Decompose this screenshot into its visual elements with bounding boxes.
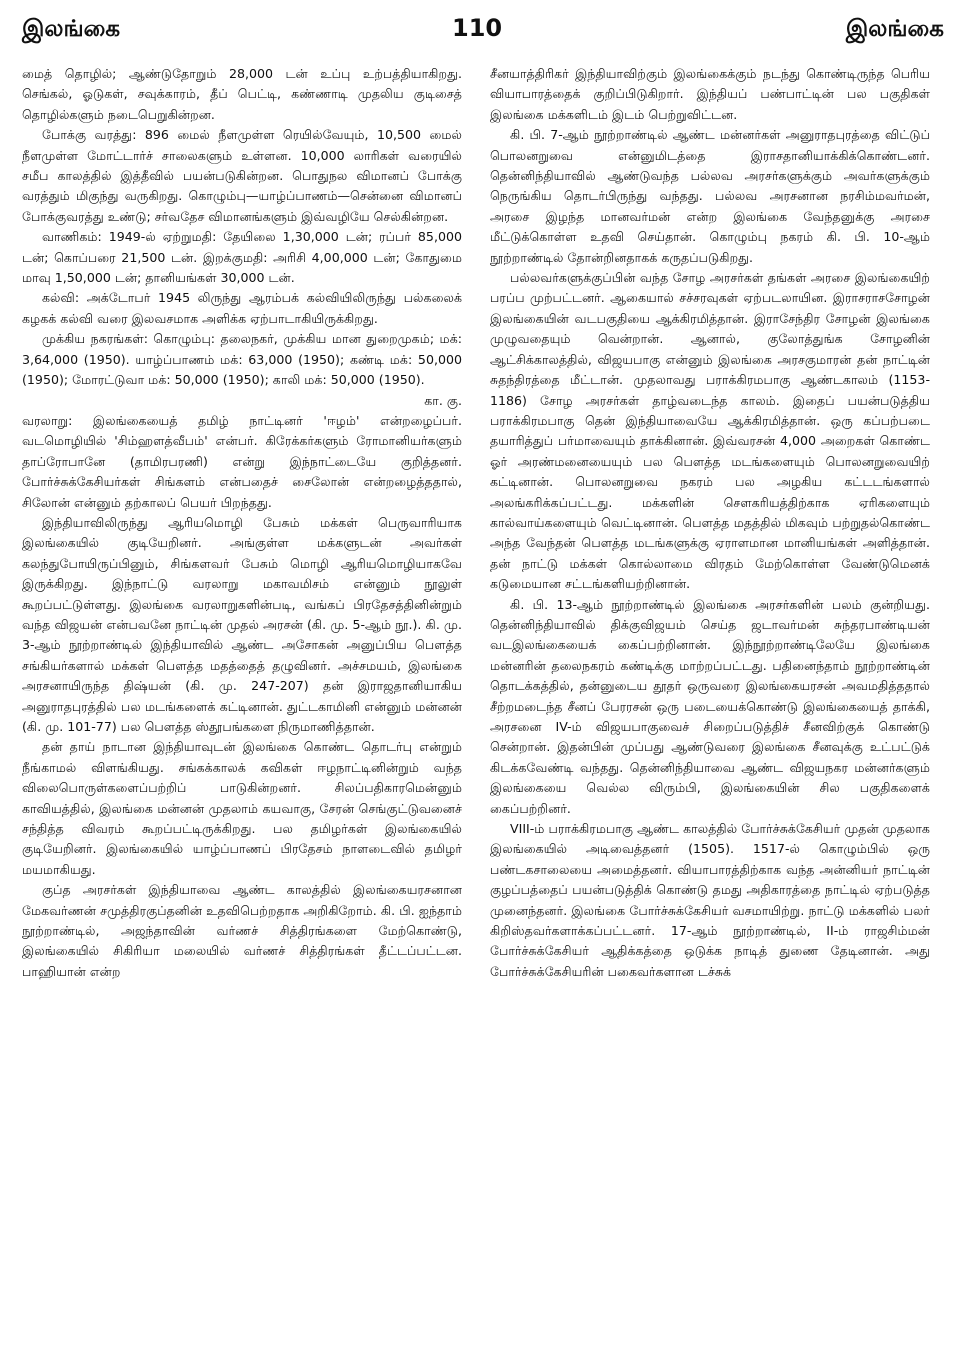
page-header — [0, 0, 964, 52]
paragraph: போக்கு வரத்து: 896 மைல் நீளமுள்ள ரெயில்வேயும், 10,500 மைல் நீளமுள்ள மோட்டார்ச் சாலைகளும் உள்ளன. 10,000 லாரிகள் வரையில் சமீப காலத்தில் இத்தீவில் பயன்படுகின்றன. பொதுநல விமானப் போக்கு வரத்தும் மிகுந்து வருகிறது. கொழும்பு—யாழ்ப்பாணம்—சென்னை விமானப் போக்குவரத்து உண்டு; சர்வதேச விமானங்களும் இவ்வழியே செல்கின்றன. — [22, 127, 462, 224]
paragraph: சீனயாத்திரிகர் இந்தியாவிற்கும் இலங்கைக்கும் நடந்து கொண்டிருந்த பெரிய வியாபாரத்தைக் குறிப்பிடுகிறார். இந்தியப் பண்பாட்டின் பல பகுதிகள் இலங்கை மக்களிடம் இடம் பெற்றுவிட்டன. — [490, 66, 930, 122]
paragraph: வாணிகம்: 1949-ல் ஏற்றுமதி: தேயிலை 1,30,000 டன்; ரப்பர் 85,000 டன்; கொப்பரை 21,500 டன். இறக்குமதி: அரிசி 4,00,000 டன்; கோதுமை மாவு 1,50,000 டன்; தானியங்கள் 30,000 டன். — [22, 229, 462, 286]
paragraph: VIII-ம் பராக்கிரமபாகு ஆண்ட காலத்தில் போர்ச்சுக்கேசியர் முதன் முதலாக இலங்கையில் அடிவைத்தனர் (1505). 1517-ல் கொழும்பில் ஒரு பண்டகசாலையை அமைத்தனர். வியாபாரத்திற்காக வந்த அன்னியர் நாட்டின் குழப்பத்தைப் பயன்படுத்திக் கொண்டு தமது அதிகாரத்தை நாட்டில் ஏற்படுத்த முனைந்தனர். இலங்கை போர்ச்சுக்கேசியர் வசமாயிற்று. நாட்டு மக்களில் பலர் கிறிஸ்தவர்களாக்கப்பட்டனர். 17-ஆம் நூற்றாண்டில், II-ம் ராஜசிம்மன் போர்ச்சுக்கேசியர் ஆதிக்கத்தை ஒடுக்க நாடித் துணை தேடினான். அது போர்ச்சுக்கேசியரின் பகைவர்களான டச்சுக் — [490, 821, 930, 979]
right-column — [490, 64, 930, 1354]
paragraph: முக்கிய நகரங்கள்: கொழும்பு: தலைநகர், முக்கிய மான துறைமுகம்; மக்: 3,64,000 (1950). யாழ்ப்பாணம் மக்: 63,000 (1950); கண்டி மக்: 50,000 (1950); மோரட்டுவா மக்: 50,000 (1950); காலி மக்: 50,000 (1950). — [22, 331, 462, 388]
paragraph: பல்லவர்களுக்குப்பின் வந்த சோழ அரசர்கள் தங்கள் அரசை இலங்கையிற் பரப்ப முற்பட்டனர். ஆகையால் சச்சரவுகள் ஏற்படலாயின. இராசராசசோழன் இலங்கையின் வடபகுதியை ஆக்கிரமித்தான். இராசேந்திர சோழன் இலங்கை முழுவதையும் வென்றான். ஆனால், குலோத்துங்க சோழனின் ஆட்சிக்காலத்தில், விஜயபாகு என்னும் இலங்கை அரசகுமாரன் தன் நாட்டின் சுதந்திரத்தை மீட்டான். முதலாவது பராக்கிரமபாகு ஆண்டகாலம் (1153-1186) சோழ அரசர்கள் தாழ்வடைந்த காலம். இதைப் பயன்படுத்திய பராக்கிரமபாகு தென் இந்தியாவையே ஆக்கிரமித்தான். ஒரு கப்பற்படை தயாரித்துப் பர்மாவையும் தாக்கினான். இவ்வரசன் 4,000 அறைகள் கொண்ட ஓர் அரண்மனையையும் பல பௌத்த மடங்களையும் பொலனறுவையிற் கட்டினான். பொலனறுவை நகரம் பல அழகிய கட்டடங்களால் அலங்கரிக்கப்பட்டது. மக்களின் சௌகரியத்திற்காக ஏரிகளையும் கால்வாய்களையும் வெட்டினான். பௌத்த மதத்தில் மிகவும் பற்றுதல்கொண்ட அந்த வேந்தன் பௌத்த மடங்களுக்கு ஏராளமான மானியங்கள் அளித்தான். தன் நாட்டு மக்கள் கொல்லாமை விரதம் மேற்கொள்ள வேண்டுமெனக் கடுமையான சட்டங்களியற்றினான். — [490, 270, 930, 592]
author-initials: கா. கு. — [424, 392, 462, 408]
paragraph: கல்வி: அக்டோபர் 1945 லிருந்து ஆரம்பக் கல்வியிலிருந்து பல்கலைக் கழகக் கல்வி வரை இலவசமாக அளிக்க ஏற்பாடாகியிருக்கிறது. — [22, 290, 462, 326]
page-number: 110 — [452, 14, 503, 42]
running-head-left: இலங்கை — [22, 16, 121, 42]
left-column — [22, 64, 462, 1354]
paragraph: வரலாறு: இலங்கையைத் தமிழ் நாட்டினர் 'ஈழம்' என்றழைப்பர். வடமொழியில் 'சிம்ஹளத்வீபம்' என்பர். கிரேக்கர்களும் ரோமானியர்களும் தாப்ரோபானே (தாமிரபரணி) என்று இந்நாட்டையே குறித்தனர். போர்ச்சுக்கேசியர்கள் சிங்களம் என்பதைச் சைலோன் என்றழைத்ததால், சிலோன் என்னும் தற்காலப் பெயர் பிறந்தது. — [22, 412, 462, 510]
paragraph: தன் தாய் நாடான இந்தியாவுடன் இலங்கை கொண்ட தொடர்பு என்றும் நீங்காமல் விளங்கியது. சங்கக்காலக் கவிகள் ஈழநாட்டினின்றும் வந்த விலைபொருள்களைப்பற்றிப் பாடுகின்றனர். சிலப்பதிகாரமென்னும் காவியத்தில், இலங்கை மன்னன் முதலாம் கயவாகு, சேரன் செங்குட்டுவனைச் சந்தித்த விவரம் கூறப்பட்டிருக்கிறது. பல தமிழர்கள் இலங்கையில் குடியேறினர். இலங்கையில் யாழ்ப்பாணப் பிரதேசம் நாளடைவில் தமிழர் மயமாகியது. — [22, 739, 462, 877]
running-head-right: இலங்கை — [845, 16, 944, 42]
paragraph: கி. பி. 13-ஆம் நூற்றாண்டில் இலங்கை அரசர்களின் பலம் குன்றியது. தென்னிந்தியாவில் திக்குவிஜயம் செய்த ஜடாவர்மன் சுந்தரபாண்டியன் வடஇலங்கையைக் கைப்பற்றினான். இந்நூற்றாண்டிலேயே இலங்கை மன்னரின் தலைநகரம் கண்டிக்கு மாற்றப்பட்டது. பதினைந்தாம் நூற்றாண்டின் தொடக்கத்தில், தன்னுடைய தூதர் ஒருவரை இலங்கையரசன் அவமதித்ததால் சீற்றமடைந்த சீனப் பேரரசன் ஒரு படையைக்கொண்டு இலங்கையைத் தாக்கி, அரசனை IV-ம் விஜயபாகுவைச் சிறைப்படுத்திச் சீனவிற்குக் கொண்டு சென்றான். இதன்பின் முப்பது ஆண்டுவரை இலங்கை சீனவுக்கு உட்பட்டுக் கிடக்கவேண்டி வந்தது. தென்னிந்தியாவை ஆண்ட விஜயநகர மன்னர்களும் இலங்கையை வெல்ல விரும்பி, இலங்கையின் சில பகுதிகளைக் கைப்பற்றினர். — [490, 596, 930, 816]
paragraph: இந்தியாவிலிருந்து ஆரியமொழி பேசும் மக்கள் பெருவாரியாக இலங்கையில் குடியேறினர். அங்குள்ள மக்களுடன் அவர்கள் கலந்துபோயிருப்பினும், சிங்களவர் பேசும் மொழி ஆரியமொழியாகவே இருக்கிறது. இந்நாட்டு வரலாறு மகாவமிசம் என்னும் நூலுள் கூறப்பட்டுள்ளது. இலங்கை வரலாறுகளின்படி, வங்கப் பிரதேசத்தினின்றும் வந்த விஜயன் என்பவனே நாட்டின் முதல் அரசன் (கி. மு. 5-ஆம் நூ.). கி. மு. 3-ஆம் நூற்றாண்டில் இந்தியாவில் ஆண்ட அசோகன் அனுப்பிய பௌத்த சங்கியர்களால் மக்கள் பௌத்த மதத்தைத் தழுவினர். அச்சமயம், இலங்கை அரசனாயிருந்த திஷ்யன் (கி. மு. 247-207) தன் இராஜதானியாகிய அனுராதபுரத்தில் பல மடங்களைக் கட்டினான். துட்டகாமினி என்னும் மன்னன் (கி. மு. 101-77) பல பௌத்த ஸ்தூபங்களை நிருமாணித்தான். — [22, 514, 462, 734]
paragraph: குப்த அரசர்கள் இந்தியாவை ஆண்ட காலத்தில் இலங்கையரசனான மேகவர்ணன் சமுத்திரகுப்தனின் உதவிபெற்றதாக அறிகிறோம். கி. பி. ஐந்தாம் நூற்றாண்டில், அஜந்தாவின் வர்ணச் சித்திரங்களை மேற்கொண்டு, இலங்கையில் சிகிரியா மலையில் வர்ணச் சித்திரங்கள் தீட்டப்பட்டன. பாஹியான் என்ற — [22, 882, 462, 979]
paragraph: கி. பி. 7-ஆம் நூற்றாண்டில் ஆண்ட மன்னர்கள் அனுராதபுரத்தை விட்டுப் பொலனறுவை என்னுமிடத்தை இராசதானியாக்கிக்கொண்டனர். தென்னிந்தியாவில் ஆண்டுவந்த பல்லவ அரசர்களுக்கும் அவர்களுக்கும் நெருங்கிய தொடர்பிருந்து வந்தது. பல்லவ அரசனான நரசிம்மவர்மன், அரசை இழந்த மானவர்மன் என்ற இலங்கை வேந்தனுக்கு அரசை மீட்டுக்கொள்ள உதவி செய்தான். கொழும்பு நகரம் கி. பி. 10-ஆம் நூற்றாண்டில் தோன்றினதாகக் கருதப்படுகிறது. — [490, 127, 930, 265]
paragraph: மைத் தொழில்; ஆண்டுதோறும் 28,000 டன் உப்பு உற்பத்தியாகிறது. செங்கல், ஓடுகள், சவுக்காரம், தீப் பெட்டி, கண்ணாடி முதலிய குடிசைத் தொழில்களும் நடைபெறுகின்றன. — [22, 66, 462, 122]
